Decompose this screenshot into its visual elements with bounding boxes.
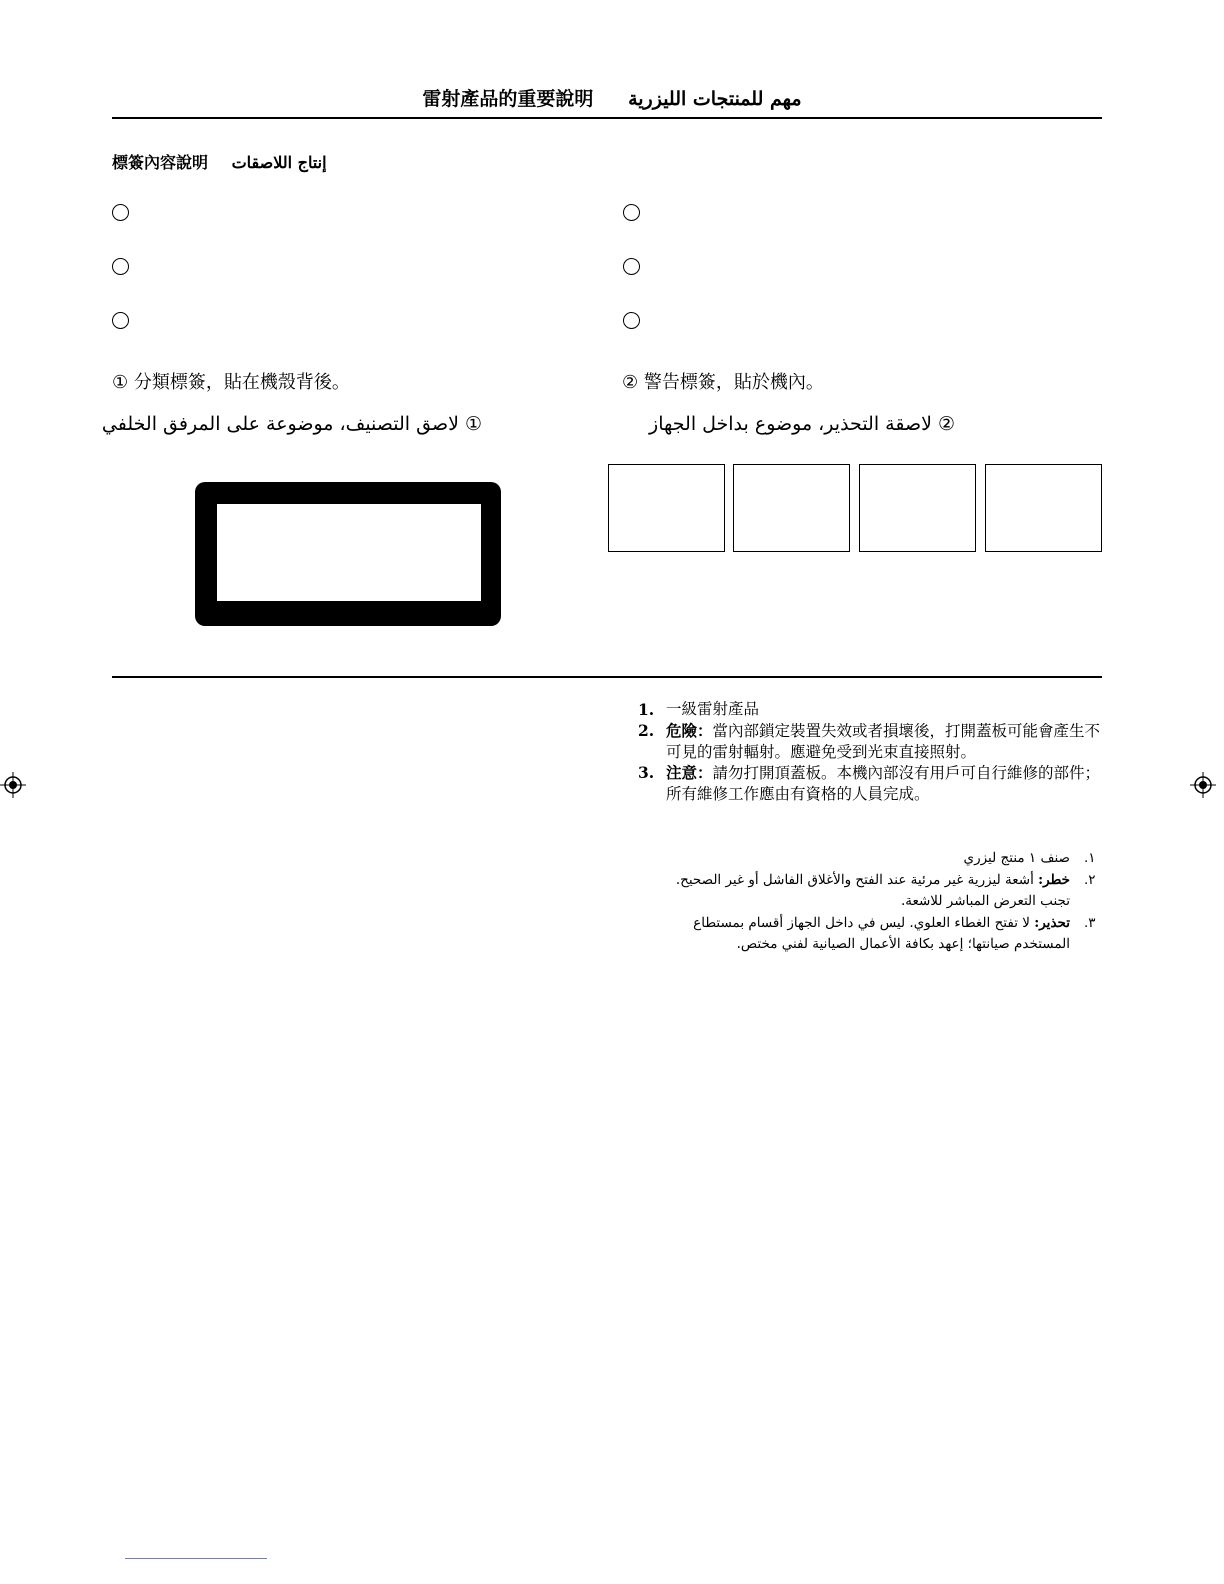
note-arabic-1-number: .١ — [1084, 850, 1096, 866]
classification-label-frame — [195, 482, 501, 626]
bullet-circle — [112, 204, 129, 221]
footer-line — [125, 1558, 267, 1559]
label-1-caption-chinese: ① 分類標簽，貼在機殼背後。 — [112, 372, 350, 393]
note-arabic-2: خطر: أشعة ليزرية غير مرئية عند الفتح والأغلاق الفاشل أو غير الصحيح. — [675, 872, 1070, 888]
warning-label-box — [608, 464, 725, 552]
bullet-circle — [623, 312, 640, 329]
label-1-caption-arabic: ① لاصق التصنيف، موضوعة على المرفق الخلفي — [101, 413, 482, 435]
registration-mark-icon — [0, 772, 26, 798]
page-title — [0, 84, 1224, 111]
note-arabic-2-number: .٢ — [1084, 872, 1096, 888]
bullet-circle — [112, 258, 129, 275]
classification-label-area — [217, 504, 481, 601]
warning-label-box — [985, 464, 1102, 552]
note-arabic-3: تحذير: لا تفتح الغطاء العلوي. ليس في داخل الجهاز أقسام بمستطاع — [693, 915, 1070, 931]
section-title-arabic: إنتاج اللاصقات — [231, 153, 327, 172]
section-title — [112, 150, 345, 173]
section-divider — [112, 676, 1102, 678]
label-2-caption-arabic: ② لاصقة التحذير، موضوع بداخل الجهاز — [649, 413, 955, 435]
bullet-circle — [623, 204, 640, 221]
bullet-circle — [623, 258, 640, 275]
registration-mark-icon — [1190, 772, 1216, 798]
note-arabic-2-line2: تجنب التعرض المباشر للاشعة. — [900, 893, 1070, 909]
note-arabic-3-number: .٣ — [1084, 915, 1096, 931]
section-title-chinese: 標簽內容說明 — [112, 153, 209, 172]
warning-label-box — [859, 464, 976, 552]
bullet-circle — [112, 312, 129, 329]
header-divider — [112, 117, 1102, 119]
label-2-caption-chinese: ② 警告標簽，貼於機內。 — [622, 372, 824, 393]
note-chinese-3: 3. 注意：請勿打開頂蓋板。本機內部沒有用戶可自行維修的部件；所有維修工作應由有資格的人員完成。 — [638, 763, 1101, 803]
note-arabic-1: صنف ١ منتج ليزري — [963, 850, 1070, 866]
note-chinese-1: 1. 一級雷射產品 — [638, 700, 760, 719]
note-chinese-2: 2. 危險：當內部鎖定裝置失效或者損壞後，打開蓋板可能會產生不可見的雷射輻射。應避免受到光束直接照射。 — [638, 721, 1101, 761]
page-title-arabic: مهم للمنتجات الليزرية — [628, 88, 802, 110]
page-title-chinese: 雷射產品的重要說明 — [422, 88, 594, 110]
note-arabic-3-line2: المستخدم صيانتها؛ إعهد بكافة الأعمال الصيانية لفني مختص. — [736, 936, 1070, 952]
warning-label-box — [733, 464, 850, 552]
